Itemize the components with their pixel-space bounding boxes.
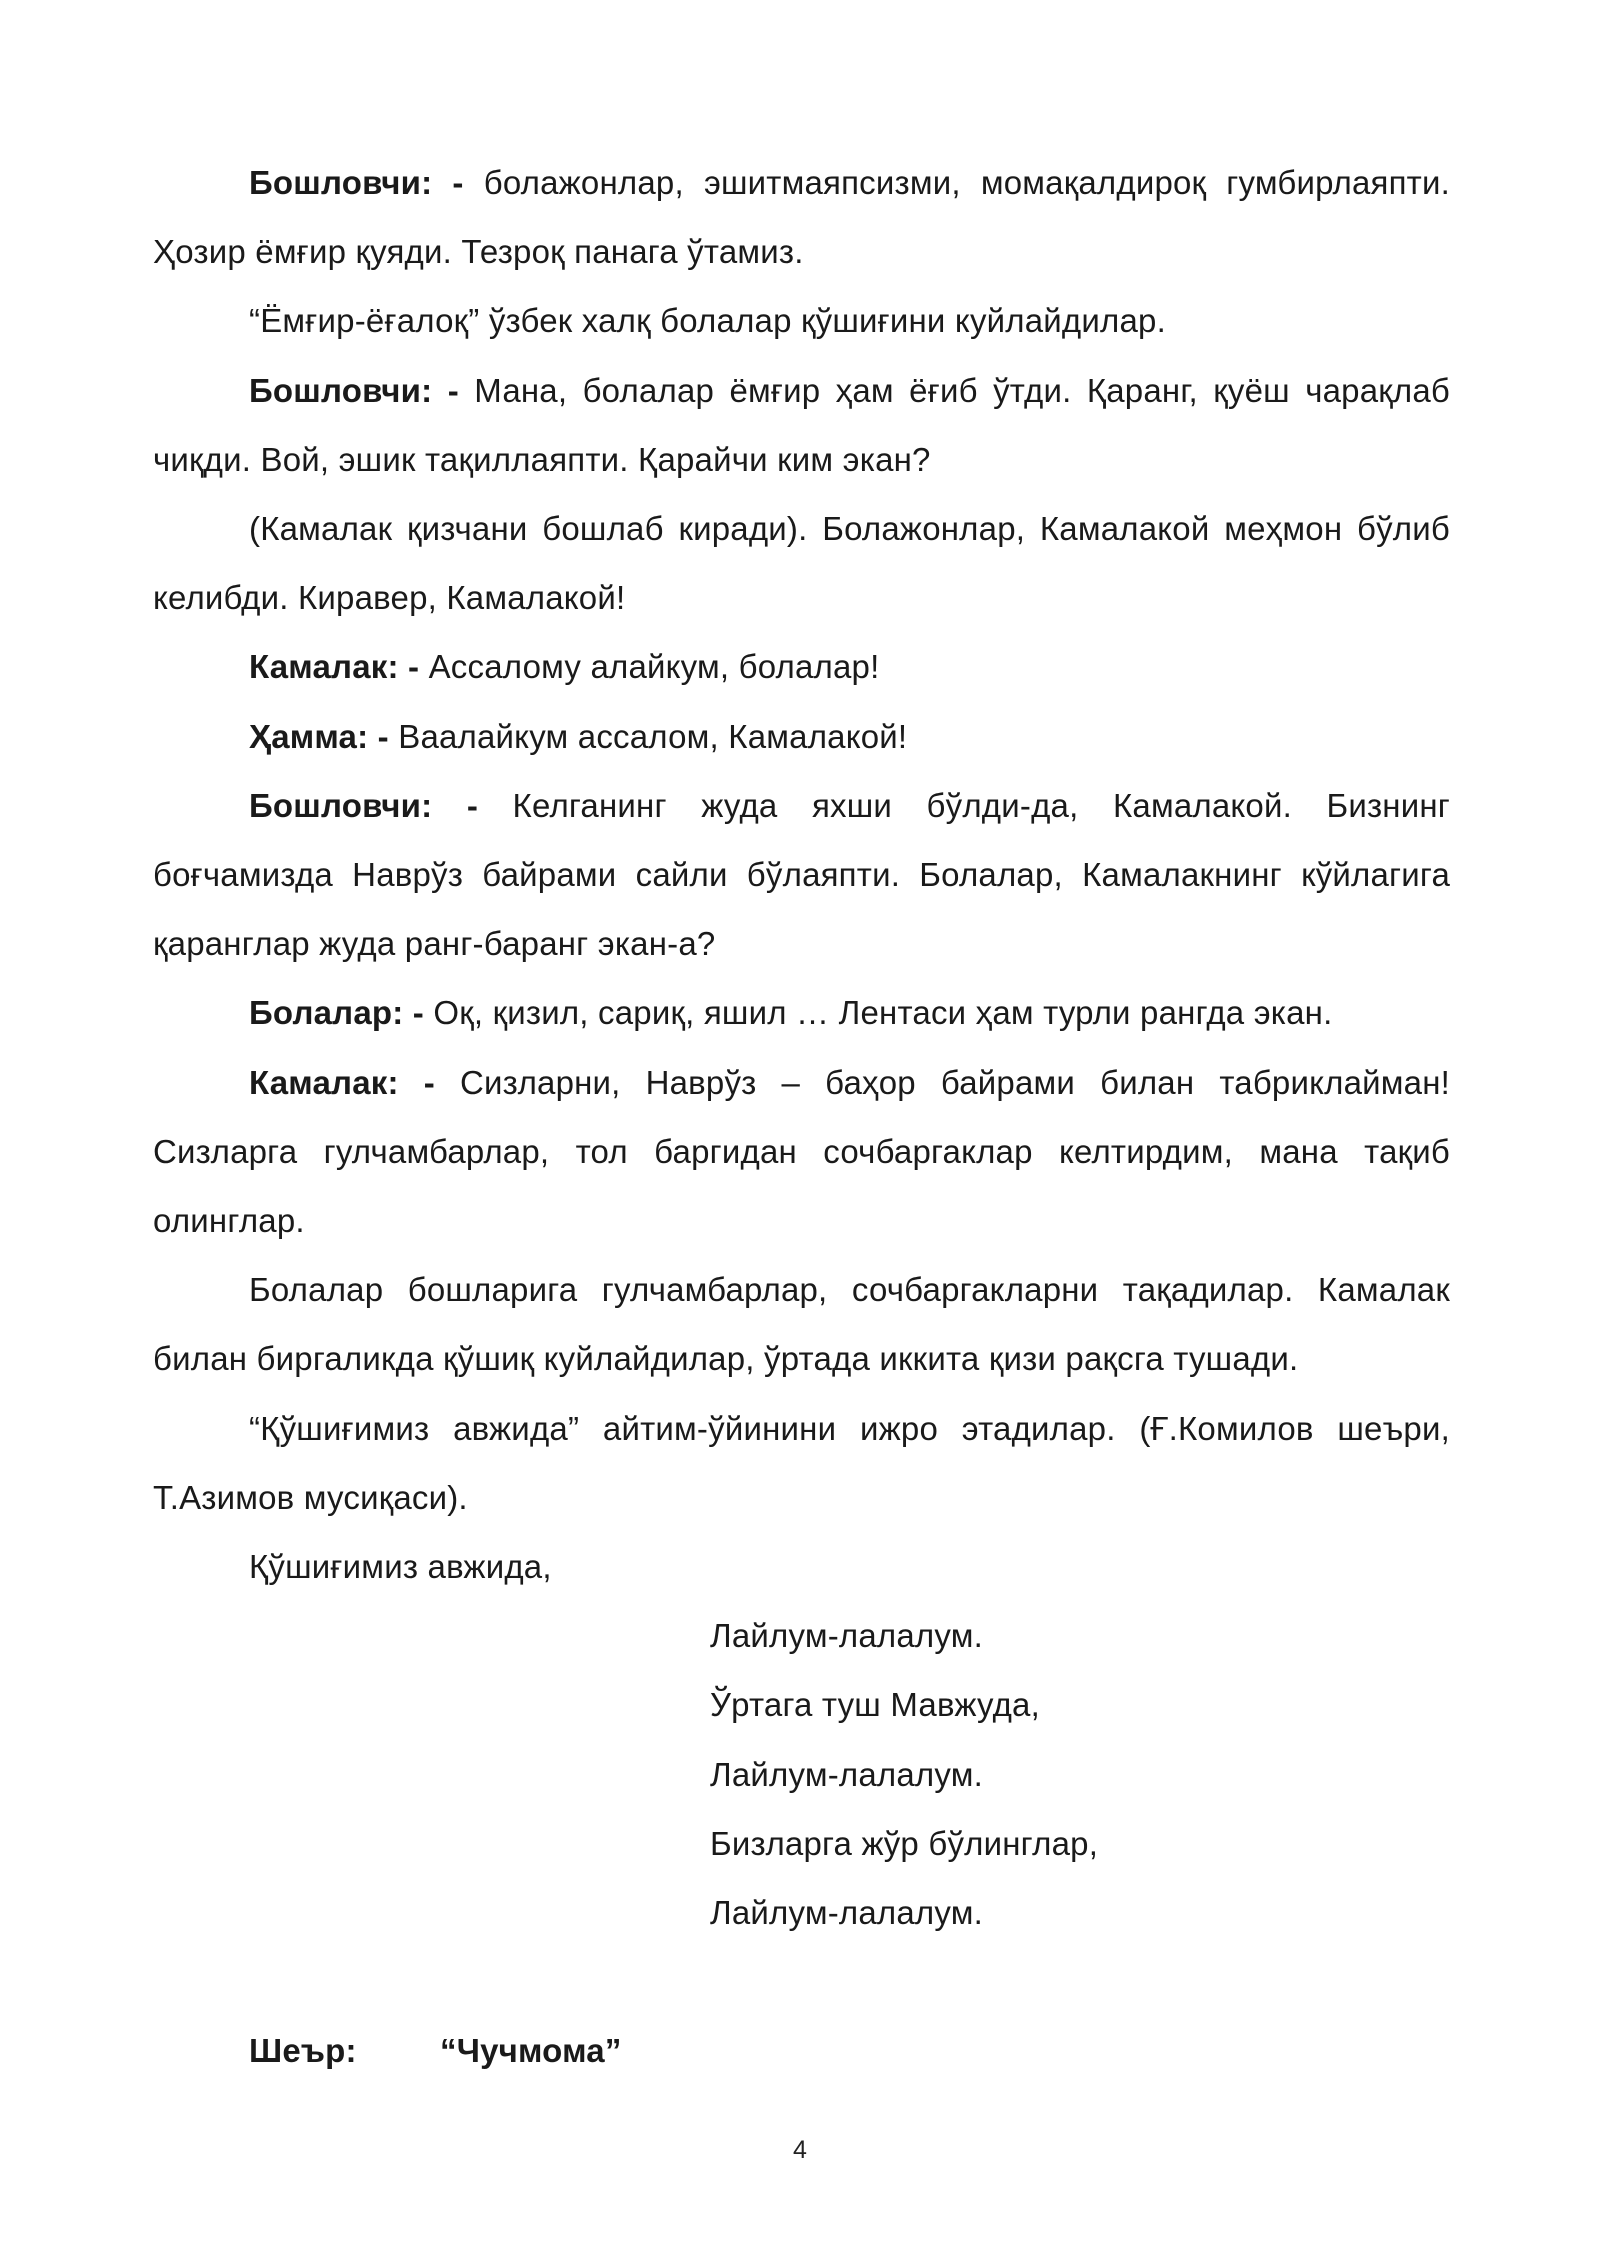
paragraph-text: (Камалак қизчани бошлаб киради). Болажонлар, Камалакой меҳмон бўлиб келибди. Киравер, Камалакой!	[153, 510, 1450, 617]
paragraph	[153, 1048, 1450, 1256]
paragraph	[153, 771, 1450, 979]
paragraph	[153, 1532, 1450, 1601]
paragraph-text: болажонлар, эшитмаяпсизми, момақалдироқ гумбирлаяпти. Ҳозир ёмғир қуяди. Тезроқ панага ўтамиз.	[153, 164, 1451, 271]
paragraph	[153, 148, 1450, 286]
paragraph-text: Оқ, қизил, сариқ, яшил … Лентаси ҳам турли рангда экан.	[424, 994, 1333, 1032]
paragraph-text: Сизларни, Наврўз – баҳор байрами билан табриклайман! Сизларга гулчамбарлар, тол баргидан сочбаргаклар келтирдим, мана тақиб олинглар.	[153, 1063, 1450, 1240]
paragraph-text: Келганинг жуда яхши бўлди-да, Камалакой. Бизнинг боғчамизда Наврўз байрами сайли бўлаяпти. Болалар, Камалакнинг кўйлагига қаранглар жуда ранг-баранг экан-а?	[153, 786, 1451, 963]
paragraph-text: “Ёмғир-ёғалоқ” ўзбек халқ болалар қўшиғини куйлайдилар.	[249, 302, 1166, 340]
poem-heading-label: Шеър:	[249, 2032, 357, 2070]
paragraph-text: Ассалому алайкум, болалар!	[419, 648, 880, 686]
paragraph	[153, 1255, 1450, 1393]
poem-line: Ўртага туш Мавжуда,	[710, 1686, 1040, 1724]
paragraph	[153, 1394, 1450, 1532]
speaker-label: Бошловчи: -	[249, 786, 479, 824]
page-number: 4	[793, 2136, 807, 2164]
paragraph-text: Мана, болалар ёмғир ҳам ёғиб ўтди. Қаранг, қуёш чарақлаб чиқди. Вой, эшик тақиллаяпти. Қарайчи ким экан?	[153, 371, 1451, 478]
paragraph	[153, 632, 1450, 701]
paragraph-text: “Қўшиғимиз авжида” айтим-ўйинини ижро этадилар. (Ғ.Комилов шеъри, Т.Азимов мусиқаси).	[153, 1409, 1450, 1516]
poem-heading-title: “Чучмома”	[440, 2032, 622, 2070]
poem-line: Бизларга жўр бўлинглар,	[710, 1824, 1099, 1862]
paragraph	[153, 286, 1450, 355]
paragraph	[153, 978, 1450, 1047]
speaker-label: Бошловчи: -	[249, 164, 464, 201]
poem-line: Лайлум-лалалум.	[710, 1894, 983, 1932]
paragraph-text: Ваалайкум ассалом, Камалакой!	[388, 717, 908, 755]
speaker-label: Болалар: -	[249, 994, 424, 1032]
speaker-label: Бошловчи: -	[249, 371, 459, 409]
paragraph	[153, 494, 1450, 632]
speaker-label: Ҳамма: -	[249, 717, 389, 755]
document-body	[153, 148, 1450, 2085]
poem-line: Лайлум-лалалум.	[710, 1617, 983, 1655]
speaker-label: Камалак: -	[249, 648, 420, 686]
paragraph-text: Болалар бошларига гулчамбарлар, сочбаргакларни тақадилар. Камалак билан биргаликда қўшиқ куйлайдилар, ўртада иккита қизи рақсга тушади.	[153, 1271, 1450, 1378]
paragraph-text: Қўшиғимиз авжида,	[249, 1548, 552, 1586]
poem-stanza	[153, 1601, 1450, 1947]
poem-line: Лайлум-лалалум.	[710, 1755, 983, 1793]
speaker-label: Камалак: -	[249, 1063, 435, 1101]
paragraph	[153, 356, 1450, 494]
poem-heading	[153, 2016, 1450, 2085]
paragraph	[153, 702, 1450, 771]
spacer	[153, 1947, 1450, 2016]
